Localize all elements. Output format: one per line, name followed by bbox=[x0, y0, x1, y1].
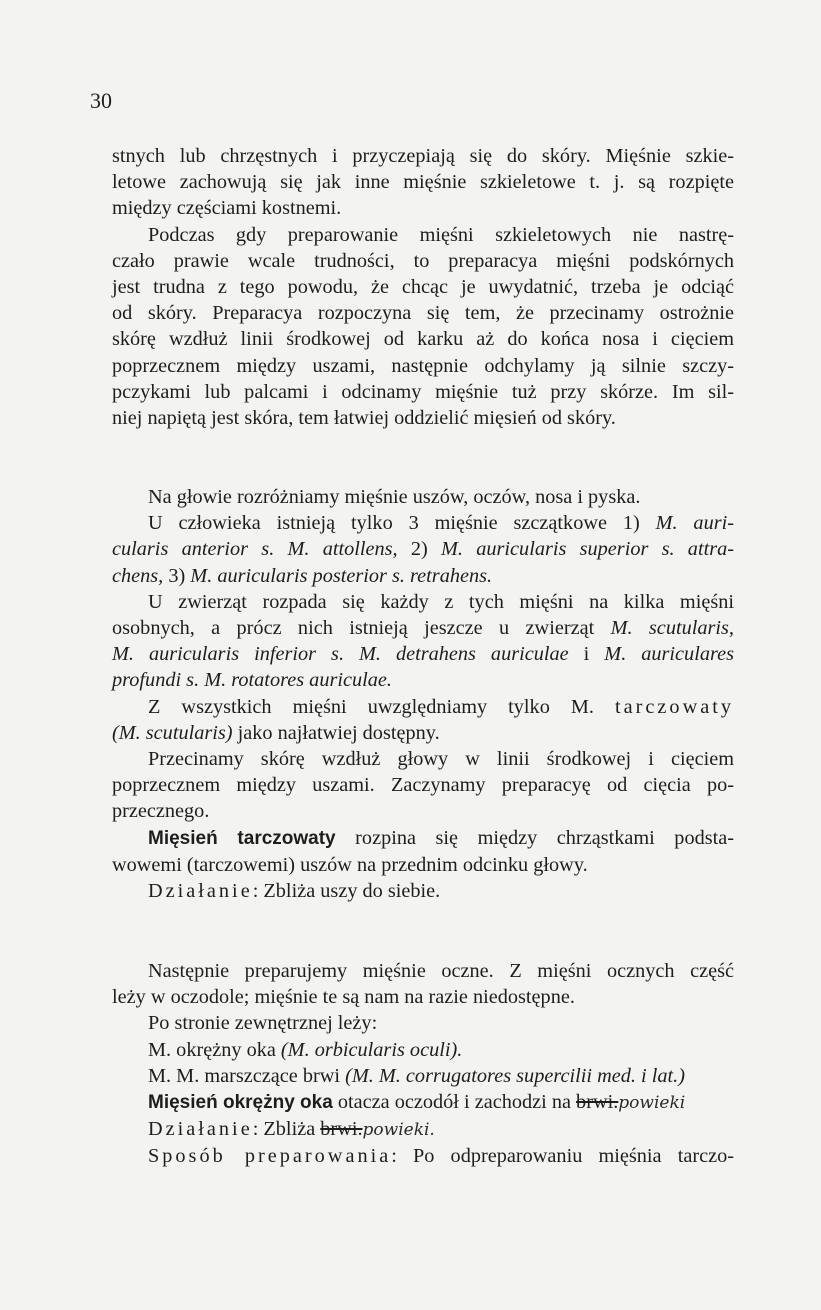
text-line: Mięsień tarczowaty rozpina się między chrząstkami podsta- bbox=[148, 826, 735, 849]
text-line: Z wszystkich mięśni uwzględniamy tylko M. tarczowaty bbox=[148, 695, 734, 718]
text-line: Przecinamy skórę wzdłuż głowy w linii środkowej i cięciem bbox=[148, 748, 734, 771]
text-line: Sposób preparowania: Po odpreparowaniu mięśnia tarczo- bbox=[148, 1145, 734, 1168]
text-line: letowe zachowują się jak inne mięśnie szkieletowe t. j. są rozpięte bbox=[112, 171, 734, 194]
handwritten-correction: powieki. bbox=[362, 1120, 435, 1141]
section-ear-muscles bbox=[112, 484, 734, 904]
text-line: niej napiętą jest skóra, tem łatwiej oddzielić mięsień od skóry. bbox=[112, 407, 616, 430]
text-line: osobnych, a prócz nich istnieją jeszcze u zwierząt M. scutularis, bbox=[112, 617, 734, 640]
text-line: stnych lub chrzęstnych i przyczepiają się do skóry. Mięśnie szkie- bbox=[112, 145, 734, 167]
text-line: (M. scutularis) jako najłatwiej dostępny. bbox=[112, 721, 440, 744]
text-line: M. auricularis inferior s. M. detrahens auriculae i M. auriculares bbox=[112, 643, 735, 666]
text-line: poprzecznem między uszami, następnie odchylamy ją silnie szczy- bbox=[112, 354, 734, 377]
text-line: między częściami kostnemi. bbox=[112, 197, 342, 220]
text-line: Działanie: Zbliża brwi.powieki. bbox=[148, 1118, 435, 1141]
handwritten-correction: powieki bbox=[618, 1093, 686, 1114]
text-line: chens, 3) M. auricularis posterior s. retrahens. bbox=[112, 564, 493, 587]
text-line: Podczas gdy preparowanie mięśni szkieletowych nie nastrę- bbox=[148, 223, 734, 246]
text-line: M. M. marszczące brwi (M. M. corrugatores supercilii med. i lat.) bbox=[148, 1064, 685, 1087]
text-line: od skóry. Preparacya rozpoczyna się tem, że przecinamy ostrożnie bbox=[112, 302, 734, 325]
text-line: M. okrężny oka (M. orbicularis oculi). bbox=[148, 1038, 463, 1061]
text-line: skórę wzdłuż linii środkowej od karku aż do końca nosa i cięciem bbox=[112, 328, 734, 351]
text-line: poprzecznem między uszami. Zaczynamy preparacyę od cięcia po- bbox=[112, 774, 734, 797]
text-line: Po stronie zewnętrznej leży: bbox=[148, 1012, 378, 1035]
text-line: Następnie preparujemy mięśnie oczne. Z mięśni ocznych część bbox=[148, 960, 734, 982]
text-line: Działanie: Zbliża uszy do siebie. bbox=[148, 880, 441, 903]
text-line: profundi s. M. rotatores auriculae. bbox=[112, 669, 392, 692]
text-line: cularis anterior s. M. attollens, 2) M. auricularis superior s. attra- bbox=[112, 538, 735, 561]
text-line: pczykami lub palcami i odcinamy mięśnie tuż przy skórze. Im sil- bbox=[112, 380, 734, 403]
text-line: U człowieka istnieją tylko 3 mięśnie szczątkowe 1) M. auri- bbox=[148, 512, 734, 535]
text-line: przecznego. bbox=[112, 800, 210, 823]
text-line: Na głowie rozróżniamy mięśnie uszów, oczów, nosa i pyska. bbox=[148, 486, 641, 508]
text-line: wowemi (tarczowemi) uszów na przednim odcinku głowy. bbox=[112, 853, 588, 876]
paragraph-intro bbox=[112, 143, 734, 431]
page-number: 30 bbox=[90, 88, 112, 113]
text-line: Mięsień okrężny oka otacza oczodół i zachodzi na brwi.powieki bbox=[148, 1091, 686, 1114]
text-line: U zwierząt rozpada się każdy z tych mięśni na kilka mięśni bbox=[148, 590, 734, 613]
text-line: czało prawie wcale trudności, to preparacya mięśni podskórnych bbox=[112, 249, 734, 272]
text-line: leży w oczodole; mięśnie te są nam na razie niedostępne. bbox=[112, 986, 575, 1009]
text-line: jest trudna z tego powodu, że chcąc je uwydatnić, trzeba je odciąć bbox=[112, 276, 734, 299]
section-eye-muscles bbox=[112, 958, 734, 1170]
